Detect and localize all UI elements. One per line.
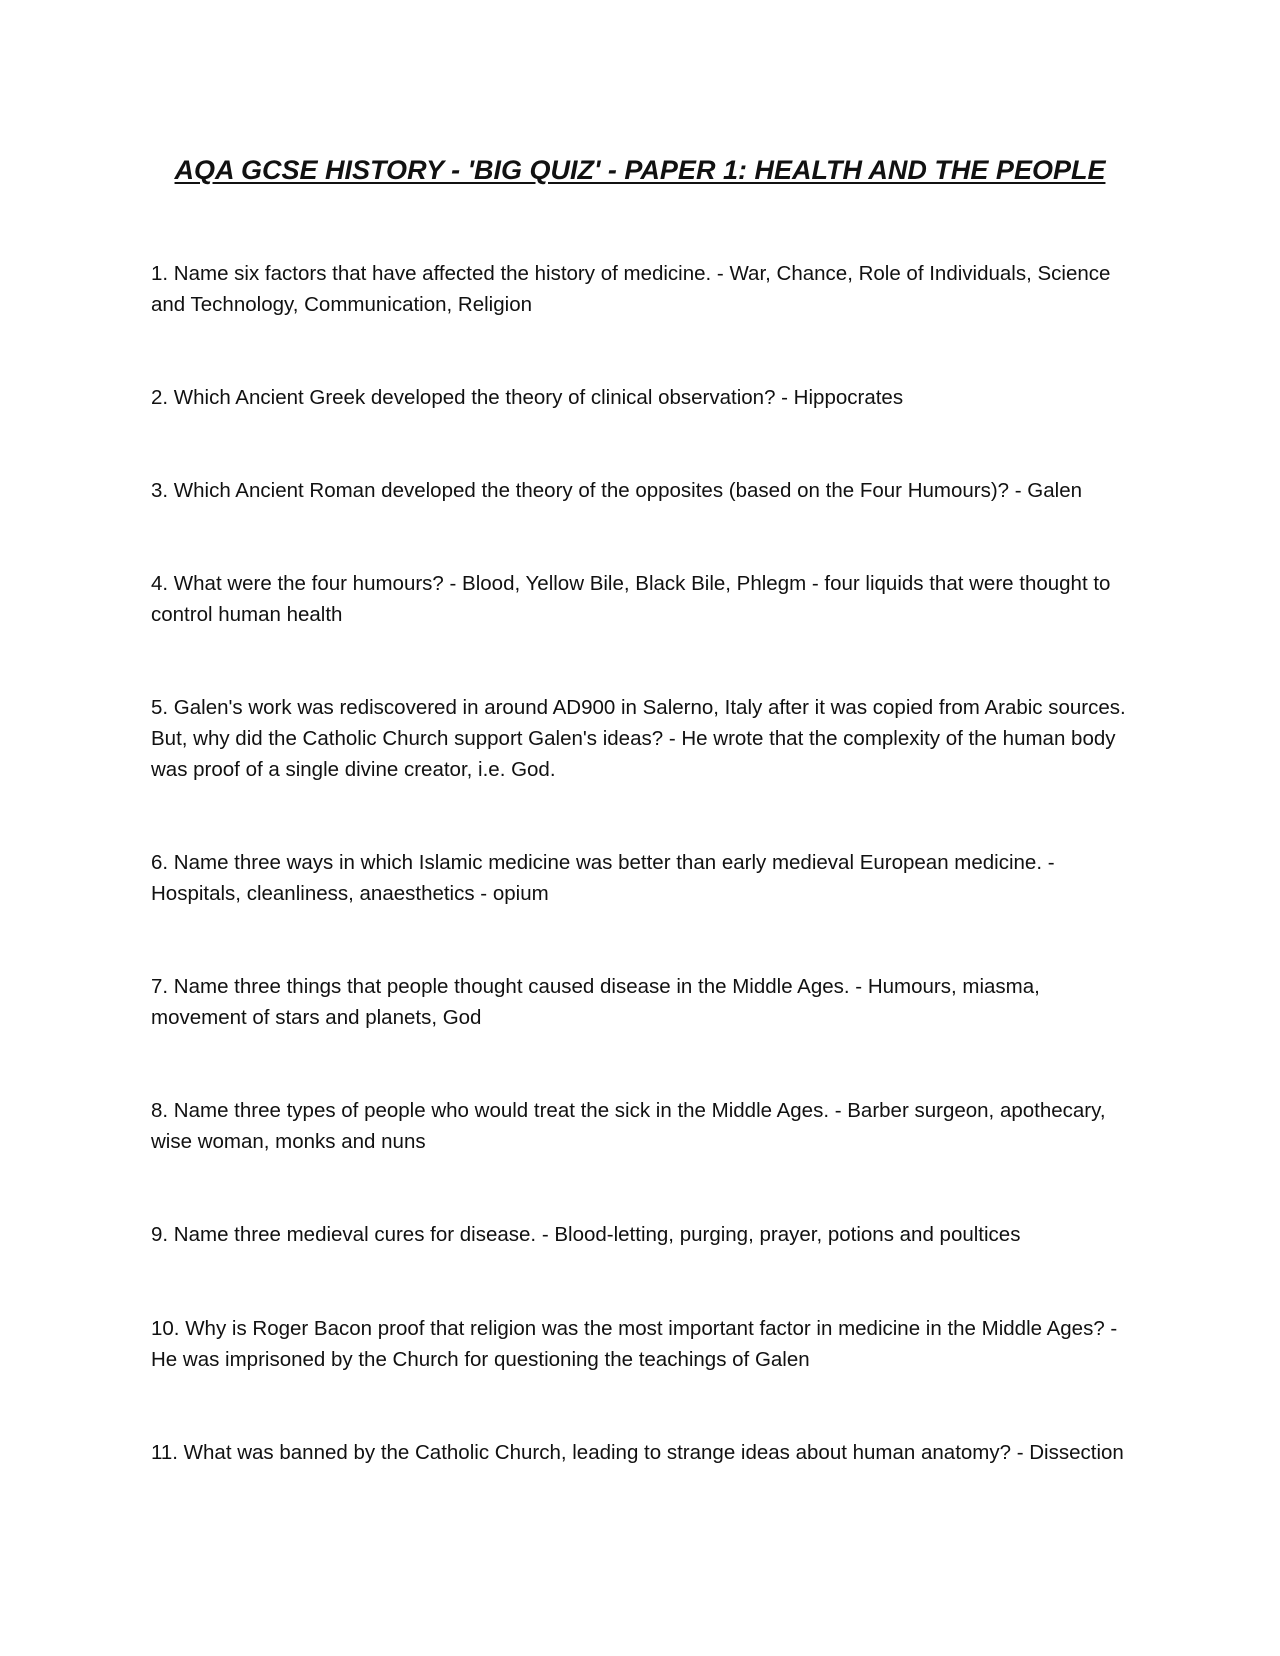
question-8: 8. Name three types of people who would treat the sick in the Middle Ages. - Barber surgeon, apothecary, wise woman, monks and nuns	[151, 1099, 1106, 1153]
question-4: 4. What were the four humours? - Blood, Yellow Bile, Black Bile, Phlegm - four liquids that were thought to control human health	[151, 572, 1111, 626]
question-3: 3. Which Ancient Roman developed the theory of the opposites (based on the Four Humours)? - Galen	[151, 479, 1082, 502]
question-5: 5. Galen's work was rediscovered in around AD900 in Salerno, Italy after it was copied from Arabic sources. But, why did the Catholic Church support Galen's ideas? - He wrote that the complexity of the human body was proof of a single divine creator, i.e. God.	[151, 696, 1126, 781]
question-10: 10. Why is Roger Bacon proof that religion was the most important factor in medicine in the Middle Ages? - He was imprisoned by the Church for questioning the teachings of Galen	[151, 1317, 1118, 1371]
question-9: 9. Name three medieval cures for disease. - Blood-letting, purging, prayer, potions and poultices	[151, 1223, 1021, 1246]
question-1: 1. Name six factors that have affected the history of medicine. - War, Chance, Role of Individuals, Science and Technology, Communication, Religion	[151, 262, 1111, 316]
question-11: 11. What was banned by the Catholic Church, leading to strange ideas about human anatomy? - Dissection	[151, 1441, 1124, 1464]
document-title: AQA GCSE HISTORY - 'BIG QUIZ' - PAPER 1: HEALTH AND THE PEOPLE	[174, 155, 1106, 185]
question-7: 7. Name three things that people thought caused disease in the Middle Ages. - Humours, miasma, movement of stars and planets, God	[151, 975, 1040, 1029]
question-2: 2. Which Ancient Greek developed the theory of clinical observation? - Hippocrates	[151, 386, 904, 409]
question-6: 6. Name three ways in which Islamic medicine was better than early medieval European medicine. - Hospitals, cleanliness, anaesthetics - opium	[151, 851, 1055, 905]
